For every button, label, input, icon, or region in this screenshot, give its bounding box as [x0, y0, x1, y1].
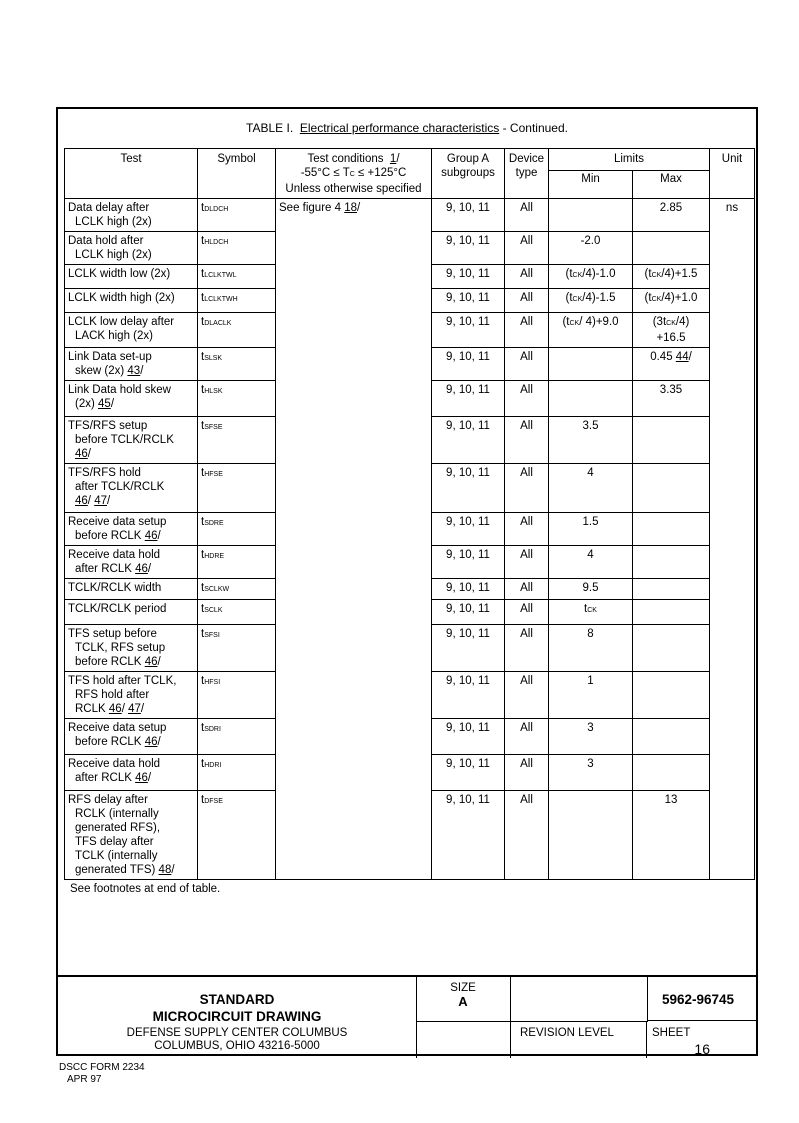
- min-cell: 3: [549, 755, 633, 791]
- test-name-line: before RCLK 46/: [75, 530, 161, 542]
- symbol-cell: tSDRI: [198, 719, 276, 755]
- symbol-cell: tHDRI: [198, 755, 276, 791]
- test-name-cell: [65, 199, 198, 232]
- device-cell: All: [505, 672, 549, 719]
- header-test: Test: [65, 149, 198, 199]
- symbol-cell: tSFSI: [198, 625, 276, 672]
- test-name-line: Data hold after: [68, 235, 144, 247]
- max-cell: 3.35: [633, 381, 710, 417]
- footnote-ref: 47/: [94, 495, 111, 507]
- header-row: [65, 149, 755, 171]
- test-name-line: Data delay after: [68, 202, 150, 214]
- max-cell: [633, 600, 710, 625]
- test-name-line: LCLK high (2x): [75, 249, 152, 261]
- header-limits: Limits: [549, 149, 710, 171]
- test-name-line: [68, 447, 194, 461]
- unit-cell: ns: [710, 199, 755, 880]
- test-name-line: TFS delay after: [75, 836, 154, 848]
- max-cell: [633, 513, 710, 546]
- symbol-cell: tHLSK: [198, 381, 276, 417]
- footnote-ref: 46/: [144, 656, 161, 668]
- test-name-line: TFS/RFS setup: [68, 420, 148, 432]
- test-name-cell: [65, 417, 198, 464]
- device-cell: All: [505, 417, 549, 464]
- device-cell: All: [505, 579, 549, 600]
- device-cell: All: [505, 464, 549, 513]
- test-name-cell: [65, 625, 198, 672]
- test-name-cell: [65, 289, 198, 313]
- test-name-line: generated RFS),: [75, 822, 161, 834]
- device-cell: All: [505, 719, 549, 755]
- blank-box: [416, 1021, 511, 1058]
- test-name-line: TFS hold after TCLK,: [68, 675, 177, 687]
- group-cell: 9, 10, 11: [432, 579, 505, 600]
- test-name-line: Link Data hold skew: [68, 384, 171, 396]
- device-cell: All: [505, 232, 549, 265]
- test-name-line: LCLK high (2x): [75, 216, 152, 228]
- max-cell: (3tCK/4) +16.5: [633, 313, 710, 348]
- std-line-2: MICROCIRCUIT DRAWING: [152, 1009, 322, 1024]
- min-cell: [549, 381, 633, 417]
- min-cell: 9.5: [549, 579, 633, 600]
- max-cell: [633, 546, 710, 579]
- form-date: APR 97: [67, 1074, 102, 1085]
- device-cell: All: [505, 381, 549, 417]
- footnote-text: See footnotes at end of table.: [70, 883, 221, 895]
- test-name-cell: [65, 546, 198, 579]
- min-cell: tCK: [549, 600, 633, 625]
- group-cell: 9, 10, 11: [432, 381, 505, 417]
- test-name-cell: [65, 791, 198, 880]
- page-frame: [56, 107, 758, 1056]
- footnote-ref: 46/: [108, 703, 125, 715]
- test-name-cell: [65, 513, 198, 546]
- symbol-cell: tDLACLK: [198, 313, 276, 348]
- max-cell: (tCK/4)+1.5: [633, 265, 710, 289]
- characteristics-table: [64, 148, 755, 880]
- test-name-line: after RCLK 46/: [75, 772, 152, 784]
- table-body: [65, 199, 755, 880]
- test-name-cell: [65, 600, 198, 625]
- header-unit: Unit: [710, 149, 755, 199]
- revision-level-label: REVISION LEVEL: [510, 1021, 647, 1058]
- footnote-ref: 44/: [675, 351, 692, 363]
- group-cell: 9, 10, 11: [432, 672, 505, 719]
- min-cell: (tCK/4)-1.5: [549, 289, 633, 313]
- test-name-line: LCLK width low (2x): [68, 268, 171, 280]
- test-name-line: TFS setup before: [68, 628, 157, 640]
- std-line-1: STANDARD: [199, 992, 275, 1007]
- form-number: DSCC FORM 2234: [59, 1062, 145, 1073]
- min-cell: [549, 199, 633, 232]
- caption-suffix: - Continued.: [502, 121, 568, 135]
- max-cell: [633, 579, 710, 600]
- org-line-2: COLUMBUS, OHIO 43216-5000: [154, 1040, 320, 1052]
- min-cell: (tCK/4)-1.0: [549, 265, 633, 289]
- symbol-cell: tLCLKTWL: [198, 265, 276, 289]
- header-symbol: Symbol: [198, 149, 276, 199]
- min-cell: 8: [549, 625, 633, 672]
- max-cell: (tCK/4)+1.0: [633, 289, 710, 313]
- min-cell: 1.5: [549, 513, 633, 546]
- device-cell: All: [505, 625, 549, 672]
- min-cell: -2.0: [549, 232, 633, 265]
- device-cell: All: [505, 265, 549, 289]
- device-cell: All: [505, 600, 549, 625]
- symbol-cell: tSFSE: [198, 417, 276, 464]
- min-cell: 3.5: [549, 417, 633, 464]
- sheet-box: [647, 1021, 756, 1058]
- test-name-line: RCLK (internally: [75, 808, 159, 820]
- device-cell: All: [505, 513, 549, 546]
- table-caption: [58, 121, 756, 135]
- group-cell: 9, 10, 11: [432, 313, 505, 348]
- symbol-cell: tHFSE: [198, 464, 276, 513]
- title-block-org: [58, 977, 417, 1058]
- test-name-line: LCLK width high (2x): [68, 292, 175, 304]
- test-name-line: TCLK (internally: [75, 850, 158, 862]
- table-row: [65, 199, 755, 232]
- max-cell: [633, 625, 710, 672]
- group-cell: 9, 10, 11: [432, 546, 505, 579]
- group-cell: 9, 10, 11: [432, 600, 505, 625]
- footnote-ref: 47/: [128, 703, 145, 715]
- test-name-cell: [65, 381, 198, 417]
- footnote-ref: 46/: [135, 772, 152, 784]
- device-cell: All: [505, 199, 549, 232]
- test-name-line: TCLK/RCLK width: [68, 582, 162, 594]
- cage-box: [510, 977, 648, 1022]
- test-name-line: before RCLK 46/: [75, 656, 161, 668]
- test-name-line: [68, 494, 194, 508]
- min-cell: 4: [549, 464, 633, 513]
- group-cell: 9, 10, 11: [432, 417, 505, 464]
- device-cell: All: [505, 348, 549, 381]
- sheet-number: 16: [694, 1041, 710, 1057]
- min-cell: [549, 791, 633, 880]
- min-cell: 3: [549, 719, 633, 755]
- form-id: [59, 1062, 145, 1086]
- test-name-line: Link Data set-up: [68, 351, 152, 363]
- max-cell: 0.45 44/: [633, 348, 710, 381]
- test-name-line: before RCLK 46/: [75, 736, 161, 748]
- test-name-cell: [65, 348, 198, 381]
- symbol-cell: tHFSI: [198, 672, 276, 719]
- min-cell: 4: [549, 546, 633, 579]
- device-cell: All: [505, 289, 549, 313]
- test-name-line: TCLK/RCLK period: [68, 603, 167, 615]
- test-name-line: LACK high (2x): [75, 330, 153, 342]
- footnote-ref: 18/: [344, 202, 361, 214]
- symbol-cell: tLCLKTWH: [198, 289, 276, 313]
- test-name-cell: [65, 265, 198, 289]
- min-cell: (tCK/ 4)+9.0: [549, 313, 633, 348]
- symbol-cell: tDFSE: [198, 791, 276, 880]
- test-name-cell: [65, 672, 198, 719]
- drawing-number: 5962-96745: [647, 977, 756, 1021]
- test-name-line: skew (2x) 43/: [75, 365, 144, 377]
- sheet-label: SHEET: [652, 1027, 691, 1039]
- test-name-line: Receive data hold: [68, 758, 161, 770]
- group-cell: 9, 10, 11: [432, 513, 505, 546]
- group-cell: 9, 10, 11: [432, 625, 505, 672]
- group-cell: 9, 10, 11: [432, 265, 505, 289]
- title-block: [58, 975, 756, 1058]
- test-name-cell: [65, 719, 198, 755]
- footnote-ref: 46/: [144, 736, 161, 748]
- header-device: Device type: [505, 149, 549, 199]
- min-cell: [549, 348, 633, 381]
- group-cell: 9, 10, 11: [432, 464, 505, 513]
- test-name-line: TCLK, RFS setup: [75, 642, 166, 654]
- device-cell: All: [505, 755, 549, 791]
- group-cell: 9, 10, 11: [432, 755, 505, 791]
- device-cell: All: [505, 791, 549, 880]
- test-name-line: LCLK low delay after: [68, 316, 175, 328]
- test-name-cell: [65, 579, 198, 600]
- max-cell: [633, 672, 710, 719]
- header-max: Max: [633, 171, 710, 199]
- size-value: A: [458, 994, 468, 1009]
- symbol-cell: tSCLKW: [198, 579, 276, 600]
- max-cell: [633, 232, 710, 265]
- max-cell: [633, 464, 710, 513]
- test-name-line: Receive data hold: [68, 549, 161, 561]
- test-name-line: RCLK 46/ 47/: [75, 703, 145, 715]
- max-cell: 2.85: [633, 199, 710, 232]
- symbol-cell: tSDRE: [198, 513, 276, 546]
- min-cell: 1: [549, 672, 633, 719]
- symbol-cell: tDLDCH: [198, 199, 276, 232]
- footnote-ref: 46/: [144, 530, 161, 542]
- test-name-line: before TCLK/RCLK: [75, 434, 174, 446]
- group-cell: 9, 10, 11: [432, 199, 505, 232]
- group-cell: 9, 10, 11: [432, 232, 505, 265]
- footnote-ref: 46/: [75, 448, 91, 460]
- device-cell: All: [505, 546, 549, 579]
- group-cell: 9, 10, 11: [432, 289, 505, 313]
- test-name-line: Receive data setup: [68, 516, 167, 528]
- max-cell: 13: [633, 791, 710, 880]
- caption-title: Electrical performance characteristics: [299, 121, 500, 135]
- max-cell: [633, 417, 710, 464]
- test-name-line: after RCLK 46/: [75, 563, 152, 575]
- header-conditions: Test conditions 1/ -55°C ≤ TC ≤ +125°C Unless otherwise specified: [276, 149, 432, 199]
- symbol-cell: tHLDCH: [198, 232, 276, 265]
- group-cell: 9, 10, 11: [432, 791, 505, 880]
- test-name-line: generated TFS) 48/: [75, 864, 175, 876]
- size-label: SIZE: [450, 982, 476, 994]
- group-cell: 9, 10, 11: [432, 348, 505, 381]
- caption-prefix: TABLE I.: [246, 121, 294, 135]
- test-name-line: after TCLK/RCLK: [75, 481, 165, 493]
- header-group: Group A subgroups: [432, 149, 505, 199]
- footnote-ref: 46/: [75, 495, 91, 507]
- test-name-cell: [65, 232, 198, 265]
- test-name-line: RFS hold after: [75, 689, 150, 701]
- footnote-ref: 48/: [158, 864, 175, 876]
- test-name-line: RFS delay after: [68, 794, 148, 806]
- size-box: [416, 977, 511, 1022]
- test-name-cell: [65, 464, 198, 513]
- max-cell: [633, 719, 710, 755]
- max-cell: [633, 755, 710, 791]
- symbol-cell: tSLSK: [198, 348, 276, 381]
- test-name-line: (2x) 45/: [75, 398, 115, 410]
- test-name-line: Receive data setup: [68, 722, 167, 734]
- footnote-ref: 46/: [135, 563, 152, 575]
- device-cell: All: [505, 313, 549, 348]
- conditions-cell: See figure 4 18/: [276, 199, 432, 880]
- test-name-line: TFS/RFS hold: [68, 467, 141, 479]
- symbol-cell: tHDRE: [198, 546, 276, 579]
- org-line-1: DEFENSE SUPPLY CENTER COLUMBUS: [126, 1027, 348, 1039]
- group-cell: 9, 10, 11: [432, 719, 505, 755]
- test-name-cell: [65, 755, 198, 791]
- footnote-ref: 45/: [98, 398, 115, 410]
- header-min: Min: [549, 171, 633, 199]
- test-name-cell: [65, 313, 198, 348]
- symbol-cell: tSCLK: [198, 600, 276, 625]
- footnote-ref: 43/: [127, 365, 144, 377]
